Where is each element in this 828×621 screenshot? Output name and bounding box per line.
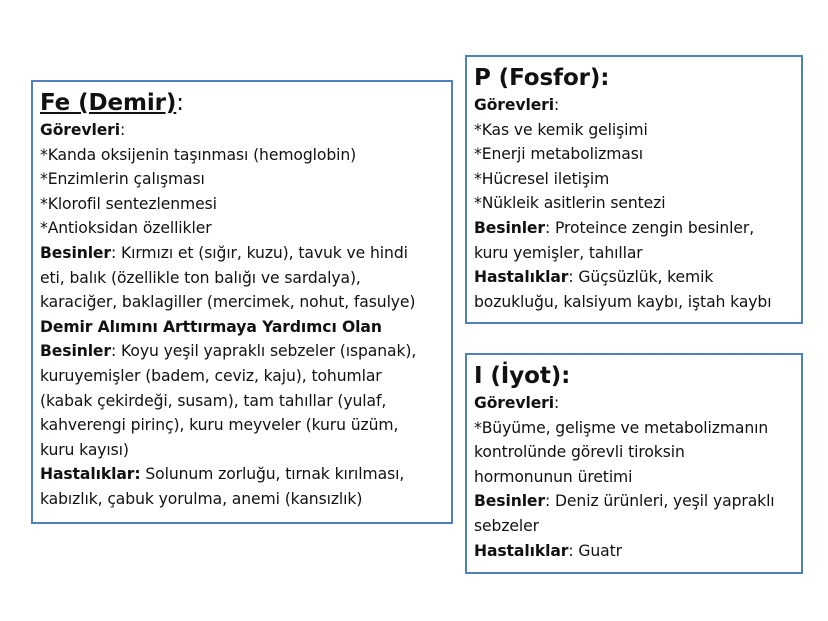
iron-duty: *Klorofil sentezlenmesi	[40, 194, 217, 213]
iodine-duties-heading: Görevleri:	[474, 394, 560, 412]
phosphorus-duty: *Kas ve kemik gelişimi	[474, 120, 648, 139]
phosphorus-duty: *Enerji metabolizması	[474, 145, 644, 164]
iron-foods-line: karaciğer, baklagiller (mercimek, nohut, fasulye)	[40, 293, 416, 312]
phosphorus-duty: *Nükleik asitlerin sentezi	[474, 194, 666, 213]
iron-helper-line: kuruyemişler (badem, ceviz, kaju), tohumlar	[40, 366, 382, 385]
iodine-foods-line: sebzeler	[474, 516, 539, 535]
iron-helper-foods: Besinler: Koyu yeşil yapraklı sebzeler (ıspanak),	[40, 342, 417, 361]
phosphorus-card	[465, 55, 803, 324]
iron-card	[31, 80, 453, 524]
iron-helper-line: kuru kayısı)	[40, 440, 129, 459]
phosphorus-duty: *Hücresel iletişim	[474, 169, 610, 188]
iron-helper-line: (kabak çekirdeği, susam), tam tahıllar (yulaf,	[40, 391, 387, 410]
iodine-duty: *Büyüme, gelişme ve metabolizmanın	[474, 418, 769, 437]
iron-title: Fe (Demir):	[40, 90, 184, 116]
phosphorus-title: P (Fosfor):	[474, 65, 610, 91]
iodine-diseases: Hastalıklar: Guatr	[474, 541, 622, 560]
phosphorus-diseases: Hastalıklar: Güçsüzlük, kemik	[474, 268, 714, 287]
iron-duty: *Kanda oksijenin taşınması (hemoglobin)	[40, 145, 357, 164]
iron-helper-line: kahverengi pirinç), kuru meyveler (kuru üzüm,	[40, 416, 399, 435]
iodine-duty-line: hormonunun üretimi	[474, 467, 633, 486]
iron-helper-heading: Demir Alımını Arttırmaya Yardımcı Olan	[40, 317, 382, 336]
iodine-title: I (İyot):	[474, 363, 571, 389]
iron-duty: *Enzimlerin çalışması	[40, 170, 205, 189]
phosphorus-foods: Besinler: Proteince zengin besinler,	[474, 218, 755, 237]
iodine-duty-line: kontrolünde görevli tiroksin	[474, 443, 685, 462]
iron-foods-line: eti, balık (özellikle ton balığı ve sardalya),	[40, 268, 361, 287]
iron-duty: *Antioksidan özellikler	[40, 219, 212, 238]
phosphorus-foods-line: kuru yemişler, tahıllar	[474, 243, 643, 262]
iron-foods: Besinler: Kırmızı et (sığır, kuzu), tavuk ve hindi	[40, 243, 408, 262]
iron-diseases: Hastalıklar: Solunum zorluğu, tırnak kırılması,	[40, 465, 405, 484]
iron-diseases-line: kabızlık, çabuk yorulma, anemi (kansızlık)	[40, 489, 363, 508]
iron-duties-heading: Görevleri:	[40, 121, 126, 139]
phosphorus-diseases-line: bozukluğu, kalsiyum kaybı, iştah kaybı	[474, 292, 772, 311]
iodine-card	[465, 353, 803, 574]
phosphorus-duties-heading: Görevleri:	[474, 96, 560, 114]
iodine-foods: Besinler: Deniz ürünleri, yeşil yapraklı	[474, 492, 775, 511]
